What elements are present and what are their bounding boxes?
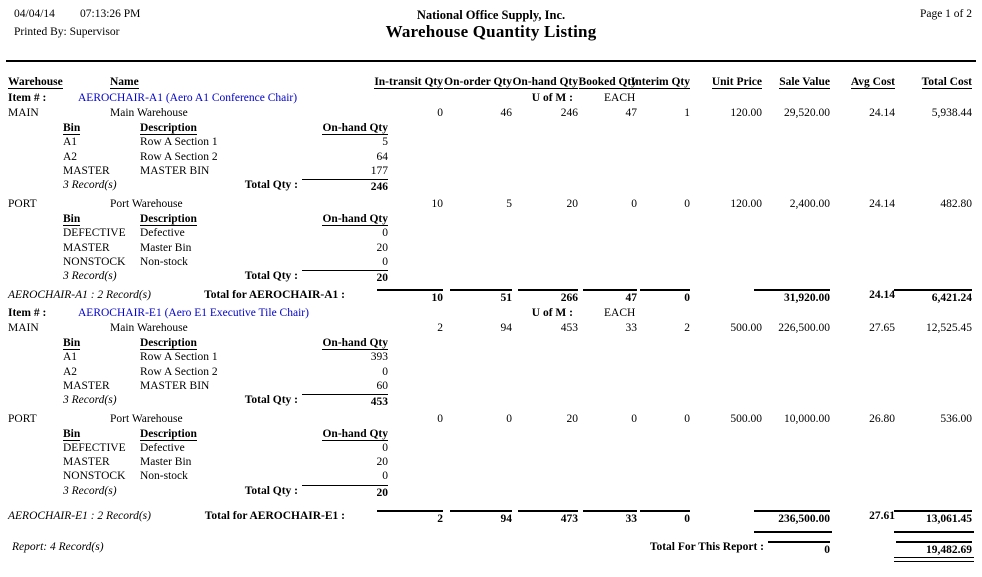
bin-col-description: Description xyxy=(140,213,197,225)
bin-record-count: 3 Record(s) xyxy=(63,270,117,282)
uofm-value: EACH xyxy=(604,92,636,104)
bin-description: Row A Section 2 xyxy=(140,151,218,163)
bin-on-hand-qty: 0 xyxy=(382,442,388,454)
bin-header-row xyxy=(0,428,982,443)
total-qty-label: Total Qty : xyxy=(244,394,298,406)
unit-price: 500.00 xyxy=(730,413,762,425)
bin-col-on-hand-qty: On-hand Qty xyxy=(322,213,388,225)
bin-total-row xyxy=(0,394,982,409)
bin-description: Non-stock xyxy=(140,470,188,482)
report-total-rule-total-cost xyxy=(894,531,974,533)
qty-interim: 0 xyxy=(684,198,690,210)
bin-record-count: 3 Record(s) xyxy=(63,485,117,497)
bin-on-hand-qty: 393 xyxy=(370,351,388,363)
bin-row xyxy=(0,366,982,381)
bin-on-hand-qty: 0 xyxy=(382,256,388,268)
col-name: Name xyxy=(110,76,139,88)
total-booked: 47 xyxy=(583,289,637,304)
qty-in-transit: 10 xyxy=(431,198,443,210)
qty-on-order: 94 xyxy=(500,322,512,334)
printed-by: Printed By: Supervisor xyxy=(14,26,120,38)
bin-code: A1 xyxy=(63,136,78,148)
bin-code: A2 xyxy=(63,151,78,163)
bin-header-row xyxy=(0,122,982,137)
bin-col-bin: Bin xyxy=(63,428,81,440)
item-link[interactable]: AEROCHAIR-E1 (Aero E1 Executive Tile Chair) xyxy=(78,307,309,319)
total-on-order: 51 xyxy=(450,289,512,304)
avg-cost: 24.14 xyxy=(869,198,895,210)
warehouse-code: PORT xyxy=(8,198,37,210)
bin-total-row xyxy=(0,179,982,194)
bin-col-description: Description xyxy=(140,337,197,349)
page-header-row-2 xyxy=(0,22,982,41)
print-time: 07:13:26 PM xyxy=(80,8,141,20)
bin-on-hand-qty: 0 xyxy=(382,366,388,378)
bin-col-on-hand-qty: On-hand Qty xyxy=(322,428,388,440)
bin-description: Non-stock xyxy=(140,256,188,268)
bin-on-hand-qty: 20 xyxy=(376,456,388,468)
total-in-transit: 10 xyxy=(377,289,443,304)
item-record-count: AEROCHAIR-E1 : 2 Record(s) xyxy=(8,510,151,522)
bin-description: Master Bin xyxy=(140,242,192,254)
column-header-row xyxy=(0,76,982,91)
bin-description: Row A Section 1 xyxy=(140,351,218,363)
bin-on-hand-qty: 60 xyxy=(376,380,388,392)
header-rule xyxy=(6,60,976,62)
bin-code: DEFECTIVE xyxy=(63,442,126,454)
bin-record-count: 3 Record(s) xyxy=(63,394,117,406)
qty-in-transit: 2 xyxy=(437,322,443,334)
qty-interim: 2 xyxy=(684,322,690,334)
total-cost: 482.80 xyxy=(940,198,972,210)
warehouse-row xyxy=(0,413,982,428)
bin-description: Row A Section 2 xyxy=(140,366,218,378)
bin-row xyxy=(0,380,982,395)
bin-header-row xyxy=(0,213,982,228)
bin-code: MASTER xyxy=(63,380,110,392)
qty-on-order: 0 xyxy=(506,413,512,425)
total-qty-value: 20 xyxy=(302,270,388,284)
bin-code: MASTER xyxy=(63,165,110,177)
qty-booked: 0 xyxy=(631,413,637,425)
total-in-transit: 2 xyxy=(377,510,443,525)
qty-on-hand: 246 xyxy=(560,107,578,119)
bin-col-bin: Bin xyxy=(63,122,81,134)
avg-cost: 26.80 xyxy=(869,413,895,425)
total-interim: 0 xyxy=(640,510,690,525)
bin-code: DEFECTIVE xyxy=(63,227,126,239)
bin-code: NONSTOCK xyxy=(63,256,126,268)
report-total-cost: 19,482.69 xyxy=(896,541,972,556)
col-in-transit-qty: In-transit Qty xyxy=(374,76,443,88)
qty-on-hand: 20 xyxy=(566,413,578,425)
total-sale-value: 236,500.00 xyxy=(754,510,830,525)
bin-on-hand-qty: 0 xyxy=(382,470,388,482)
bin-description: Defective xyxy=(140,442,185,454)
item-link[interactable]: AEROCHAIR-A1 (Aero A1 Conference Chair) xyxy=(78,92,298,104)
bin-col-on-hand-qty: On-hand Qty xyxy=(322,122,388,134)
unit-price: 120.00 xyxy=(730,107,762,119)
bin-description: Defective xyxy=(140,227,185,239)
qty-booked: 47 xyxy=(625,107,637,119)
bin-code: MASTER xyxy=(63,242,110,254)
bin-row xyxy=(0,227,982,242)
bin-on-hand-qty: 0 xyxy=(382,227,388,239)
total-on-hand: 266 xyxy=(518,289,578,304)
warehouse-code: MAIN xyxy=(8,107,39,119)
warehouse-row xyxy=(0,322,982,337)
total-qty-value: 453 xyxy=(302,394,388,408)
bin-code: A2 xyxy=(63,366,78,378)
bin-description: Row A Section 1 xyxy=(140,136,218,148)
total-qty-label: Total Qty : xyxy=(244,485,298,497)
col-sale-value: Sale Value xyxy=(779,76,830,88)
report-record-count: Report: 4 Record(s) xyxy=(12,541,104,553)
item-total-label: Total for AEROCHAIR-E1 : xyxy=(204,510,345,522)
total-cost: 12,525.45 xyxy=(926,322,972,334)
qty-in-transit: 0 xyxy=(437,107,443,119)
bin-on-hand-qty: 5 xyxy=(382,136,388,148)
bin-code: MASTER xyxy=(63,456,110,468)
warehouse-name: Main Warehouse xyxy=(110,322,188,334)
sale-value: 10,000.00 xyxy=(784,413,830,425)
warehouse-name: Main Warehouse xyxy=(110,107,188,119)
total-avg-cost: 24.14 xyxy=(869,289,895,301)
qty-on-order: 46 xyxy=(500,107,512,119)
total-interim: 0 xyxy=(640,289,690,304)
bin-col-description: Description xyxy=(140,122,197,134)
report-interim-total: 0 xyxy=(768,541,830,556)
uofm-value: EACH xyxy=(604,307,636,319)
qty-booked: 33 xyxy=(625,322,637,334)
bin-total-row xyxy=(0,485,982,500)
item-summary-row xyxy=(0,289,982,304)
bin-on-hand-qty: 20 xyxy=(376,242,388,254)
qty-interim: 0 xyxy=(684,413,690,425)
total-qty-label: Total Qty : xyxy=(244,179,298,191)
warehouse-name: Port Warehouse xyxy=(110,198,183,210)
total-booked: 33 xyxy=(583,510,637,525)
col-avg-cost: Avg Cost xyxy=(850,76,895,88)
bin-description: Master Bin xyxy=(140,456,192,468)
bin-col-bin: Bin xyxy=(63,337,81,349)
sale-value: 226,500.00 xyxy=(778,322,830,334)
bin-code: A1 xyxy=(63,351,78,363)
qty-on-hand: 453 xyxy=(560,322,578,334)
qty-interim: 1 xyxy=(684,107,690,119)
avg-cost: 27.65 xyxy=(869,322,895,334)
col-unit-price: Unit Price xyxy=(711,76,762,88)
bin-row xyxy=(0,442,982,457)
total-on-hand: 473 xyxy=(518,510,578,525)
total-qty-value: 20 xyxy=(302,485,388,499)
bin-row xyxy=(0,256,982,271)
item-row xyxy=(0,92,982,107)
uofm-label: U of M : xyxy=(531,92,573,104)
report-total-label: Total For This Report : xyxy=(649,541,764,553)
bin-header-row xyxy=(0,337,982,352)
page-header-row-1 xyxy=(0,8,982,23)
sale-value: 2,400.00 xyxy=(789,198,830,210)
company-name: National Office Supply, Inc. xyxy=(416,8,566,22)
grand-total-double-rule xyxy=(894,557,974,562)
item-number-label: Item # : xyxy=(8,307,47,319)
sale-value: 29,520.00 xyxy=(784,107,830,119)
bin-row xyxy=(0,165,982,180)
bin-on-hand-qty: 64 xyxy=(376,151,388,163)
bin-total-row xyxy=(0,270,982,285)
warehouse-code: MAIN xyxy=(8,322,39,334)
page-number: Page 1 of 2 xyxy=(919,8,972,20)
total-sale-value: 31,920.00 xyxy=(754,289,830,304)
total-qty-label: Total Qty : xyxy=(244,270,298,282)
total-total-cost: 6,421.24 xyxy=(894,289,972,304)
col-on-order-qty: On-order Qty xyxy=(444,76,512,88)
report-footer-row xyxy=(0,541,982,556)
bin-on-hand-qty: 177 xyxy=(370,165,388,177)
col-total-cost: Total Cost xyxy=(921,76,972,88)
avg-cost: 24.14 xyxy=(869,107,895,119)
report-title: Warehouse Quantity Listing xyxy=(385,22,597,41)
unit-price: 500.00 xyxy=(730,322,762,334)
qty-booked: 0 xyxy=(631,198,637,210)
item-total-label: Total for AEROCHAIR-A1 : xyxy=(204,289,345,301)
warehouse-row xyxy=(0,107,982,122)
bin-record-count: 3 Record(s) xyxy=(63,179,117,191)
bin-row xyxy=(0,136,982,151)
col-on-hand-qty: On-hand Qty xyxy=(512,76,578,88)
print-date: 04/04/14 xyxy=(14,8,55,20)
unit-price: 120.00 xyxy=(730,198,762,210)
bin-row xyxy=(0,242,982,257)
bin-col-description: Description xyxy=(140,428,197,440)
item-number-label: Item # : xyxy=(8,92,47,104)
qty-in-transit: 0 xyxy=(437,413,443,425)
bin-col-bin: Bin xyxy=(63,213,81,225)
qty-on-hand: 20 xyxy=(566,198,578,210)
bin-description: MASTER BIN xyxy=(140,380,210,392)
qty-on-order: 5 xyxy=(506,198,512,210)
total-cost: 5,938.44 xyxy=(931,107,972,119)
bin-row xyxy=(0,351,982,366)
warehouse-row xyxy=(0,198,982,213)
report-total-rule-sale-value xyxy=(754,531,832,533)
bin-row xyxy=(0,470,982,485)
bin-row xyxy=(0,151,982,166)
total-qty-value: 246 xyxy=(302,179,388,193)
total-on-order: 94 xyxy=(450,510,512,525)
col-warehouse: Warehouse xyxy=(8,76,63,88)
warehouse-name: Port Warehouse xyxy=(110,413,183,425)
bin-description: MASTER BIN xyxy=(140,165,210,177)
item-record-count: AEROCHAIR-A1 : 2 Record(s) xyxy=(8,289,151,301)
col-interim-qty: Interim Qty xyxy=(630,76,690,88)
total-avg-cost: 27.61 xyxy=(869,510,895,522)
bin-col-on-hand-qty: On-hand Qty xyxy=(322,337,388,349)
item-row xyxy=(0,307,982,322)
col-booked-qty: Booked Qty xyxy=(578,76,637,88)
uofm-label: U of M : xyxy=(531,307,573,319)
bin-code: NONSTOCK xyxy=(63,470,126,482)
total-total-cost: 13,061.45 xyxy=(894,510,972,525)
warehouse-code: PORT xyxy=(8,413,37,425)
total-cost: 536.00 xyxy=(940,413,972,425)
bin-row xyxy=(0,456,982,471)
item-summary-row xyxy=(0,510,982,525)
